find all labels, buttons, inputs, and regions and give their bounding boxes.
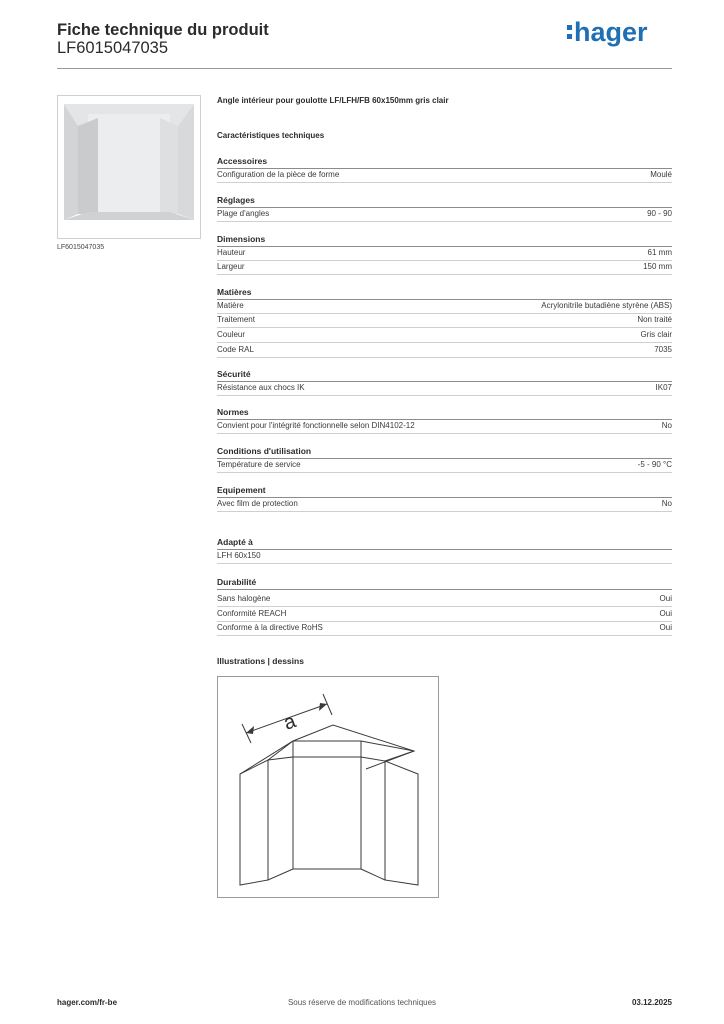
section-title: Matières <box>217 287 672 300</box>
spec-value: Oui <box>659 623 672 632</box>
spec-value: 61 mm <box>647 248 672 257</box>
footer-date: 03.12.2025 <box>631 998 672 1007</box>
spec-key: Conforme à la directive RoHS <box>217 623 323 632</box>
svg-text:a: a <box>280 710 299 735</box>
svg-text:hager: hager <box>574 17 648 47</box>
page-title: Fiche technique du produit <box>57 21 269 39</box>
spec-value: 7035 <box>654 345 672 354</box>
spec-row <box>217 168 672 183</box>
spec-key: Sans halogène <box>217 594 271 603</box>
footer-website-link[interactable]: hager.com/fr-be <box>57 998 118 1007</box>
spec-key: Plage d'angles <box>217 209 270 218</box>
section-title: Normes <box>217 407 672 420</box>
spec-key: Traitement <box>217 315 255 324</box>
spec-key: Code RAL <box>217 345 254 354</box>
spec-key: LFH 60x150 <box>217 551 261 560</box>
hager-logo <box>566 14 658 48</box>
spec-key: Couleur <box>217 330 246 339</box>
spec-value: Oui <box>659 594 672 603</box>
section-title: Durabilité <box>217 577 672 590</box>
spec-row <box>217 607 672 622</box>
spec-value: No <box>661 499 672 508</box>
spec-row <box>217 549 672 564</box>
spec-key: Convient pour l'intégrité fonctionnelle selon DIN4102-12 <box>217 421 415 430</box>
spec-value: No <box>661 421 672 430</box>
section-title: Conditions d'utilisation <box>217 446 672 459</box>
section-title: Accessoires <box>217 156 672 169</box>
spec-row <box>217 246 672 261</box>
spec-value: Acrylonitrile butadiène styrène (ABS) <box>541 301 672 310</box>
spec-row <box>217 313 672 328</box>
spec-key: Avec film de protection <box>217 499 298 508</box>
spec-row <box>217 328 672 343</box>
spec-row <box>217 621 672 636</box>
technical-drawing <box>217 676 439 898</box>
section-title: Réglages <box>217 195 672 208</box>
spec-row <box>217 299 672 314</box>
spec-key: Largeur <box>217 262 245 271</box>
spec-row <box>217 343 672 358</box>
section-title: Adapté à <box>217 537 672 550</box>
photo-caption: LF6015047035 <box>57 244 105 251</box>
spec-key: Hauteur <box>217 248 246 257</box>
spec-value: Oui <box>659 609 672 618</box>
technical-characteristics-title: Caractéristiques techniques <box>217 131 325 140</box>
spec-value: Moulé <box>650 170 672 179</box>
product-code: LF6015047035 <box>57 39 169 57</box>
spec-value: IK07 <box>655 383 672 392</box>
spec-key: Conformité REACH <box>217 609 287 618</box>
spec-row <box>217 419 672 434</box>
section-title: Equipement <box>217 485 672 498</box>
spec-key: Matière <box>217 301 244 310</box>
spec-row <box>217 497 672 512</box>
footer-disclaimer: Sous réserve de modifications techniques <box>287 998 437 1007</box>
spec-value: 90 - 90 <box>647 209 672 218</box>
spec-row <box>217 458 672 473</box>
section-title: Dimensions <box>217 234 672 247</box>
spec-row <box>217 207 672 222</box>
illustrations-title: Illustrations | dessins <box>217 656 304 666</box>
spec-value: Gris clair <box>640 330 672 339</box>
spec-key: Configuration de la pièce de forme <box>217 170 340 179</box>
spec-key: Résistance aux chocs IK <box>217 383 305 392</box>
spec-row <box>217 381 672 396</box>
section-title: Sécurité <box>217 369 672 382</box>
spec-key: Température de service <box>217 460 301 469</box>
spec-value: -5 - 90 °C <box>637 460 672 469</box>
spec-row <box>217 592 672 607</box>
spec-row <box>217 260 672 275</box>
product-photo <box>57 95 201 239</box>
spec-value: 150 mm <box>643 262 672 271</box>
product-description: Angle intérieur pour goulotte LF/LFH/FB 60x150mm gris clair <box>217 96 449 105</box>
spec-value: Non traité <box>637 315 672 324</box>
header-divider <box>57 68 672 69</box>
